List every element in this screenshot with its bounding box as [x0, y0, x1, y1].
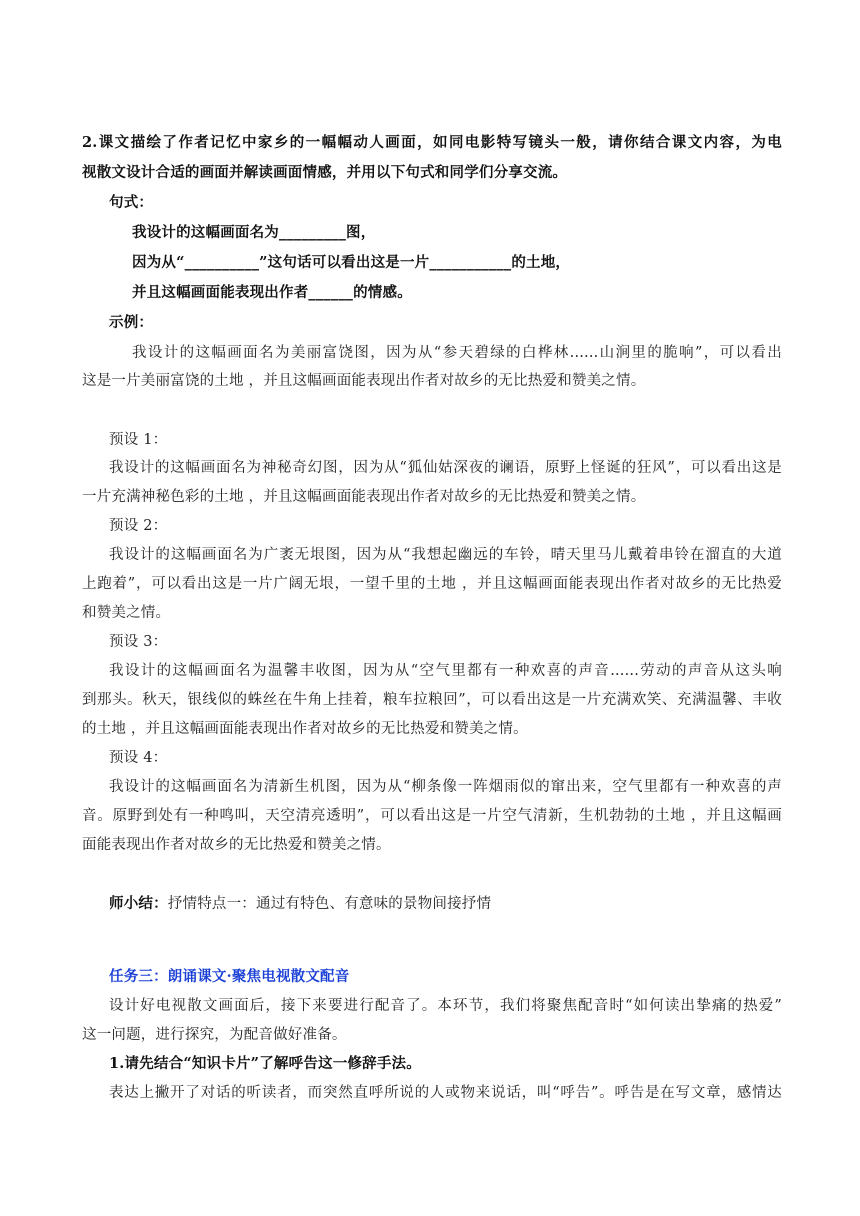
teacher-summary — [109, 894, 491, 914]
question-2-line-2: 视散文设计合适的画面并解读画面情感，并用以下句式和同学们分享交流。 — [82, 164, 568, 181]
summary-text: 抒情特点一：通过有特色、有意味的景物间接抒情 — [167, 896, 492, 912]
task-3-question-1: 1.请先结合“知识卡片”了解呼告这一修辞手法。 — [109, 1055, 421, 1072]
apostrophe-definition: 表达上撇开了对话的听读者，而突然直呼所说的人或物来说话，叫“呼告”。呼告是在写文章，感情达 — [109, 1085, 782, 1101]
preset-1-line-1: 我设计的这幅画面名为神秘奇幻图，因为从“狐仙姑深夜的谰语，原野上怪诞的狂风”，可以看出这是 — [109, 460, 782, 476]
summary-label: 师小结： — [109, 895, 168, 912]
preset-4-label: 预设 4： — [109, 750, 168, 766]
example-line-2: 这是一片美丽富饶的土地 ，并且这幅画面能表现出作者对故乡的无比热爱和赞美之情。 — [82, 373, 646, 389]
preset-2-label: 预设 2： — [109, 518, 168, 534]
pattern-label: 句式： — [109, 194, 154, 211]
preset-1-label: 预设 1： — [109, 432, 168, 448]
example-line-1: 我设计的这幅画面名为美丽富饶图，因为从“参天碧绿的白桦林......山涧里的脆响”，可以看出 — [132, 345, 782, 361]
preset-4-line-1: 我设计的这幅画面名为清新生机图，因为从“柳条像一阵烟雨似的窜出来，空气里都有一种欢喜的声 — [109, 779, 782, 795]
preset-1-line-2: 一片充满神秘色彩的土地 ，并且这幅画面能表现出作者对故乡的无比热爱和赞美之情。 — [82, 489, 646, 505]
pattern-sentence-1: 我设计的这幅画面名为_________图， — [132, 224, 376, 241]
task-3-intro-line-2: 这一问题，进行探究，为配音做好准备。 — [82, 1027, 347, 1043]
task-3-heading: 任务三：朗诵课文·聚焦电视散文配音 — [109, 968, 350, 985]
example-label: 示例： — [109, 314, 154, 331]
preset-4-line-3: 面能表现出作者对故乡的无比热爱和赞美之情。 — [82, 837, 391, 853]
preset-4-line-2: 音。原野到处有一种鸣叫，天空清亮透明”，可以看出这是一片空气清新，生机勃勃的土地 ，并且这幅画 — [82, 808, 782, 824]
preset-2-line-1: 我设计的这幅画面名为广袤无垠图，因为从“我想起幽远的车铃，晴天里马儿戴着串铃在溜直的大道 — [109, 547, 782, 563]
question-2-line-1: 2.课文描绘了作者记忆中家乡的一幅幅动人画面，如同电影特写镜头一般，请你结合课文内容，为电 — [82, 134, 782, 151]
preset-3-line-3: 的土地 ，并且这幅画面能表现出作者对故乡的无比热爱和赞美之情。 — [82, 721, 528, 737]
preset-2-line-3: 和赞美之情。 — [82, 605, 171, 621]
pattern-sentence-2: 因为从“__________”这句话可以看出这是一片___________的土地， — [132, 254, 571, 271]
preset-2-line-2: 上跑着”，可以看出这是一片广阔无垠，一望千里的土地 ，并且这幅画面能表现出作者对故乡的无比热爱 — [82, 576, 782, 592]
task-3-intro-line-1: 设计好电视散文画面后，接下来要进行配音了。本环节，我们将聚焦配音时“如何读出挚痛的热爱” — [109, 998, 782, 1014]
preset-3-label: 预设 3： — [109, 634, 168, 650]
pattern-sentence-3: 并且这幅画面能表现出作者______的情感。 — [132, 284, 412, 301]
preset-3-line-2: 到那头。秋天，银线似的蛛丝在牛角上挂着，粮车拉粮回”，可以看出这是一片充满欢笑、充满温馨、丰收 — [82, 692, 782, 708]
preset-3-line-1: 我设计的这幅画面名为温馨丰收图，因为从“空气里都有一种欢喜的声音......劳动的声音从这头响 — [109, 663, 782, 679]
